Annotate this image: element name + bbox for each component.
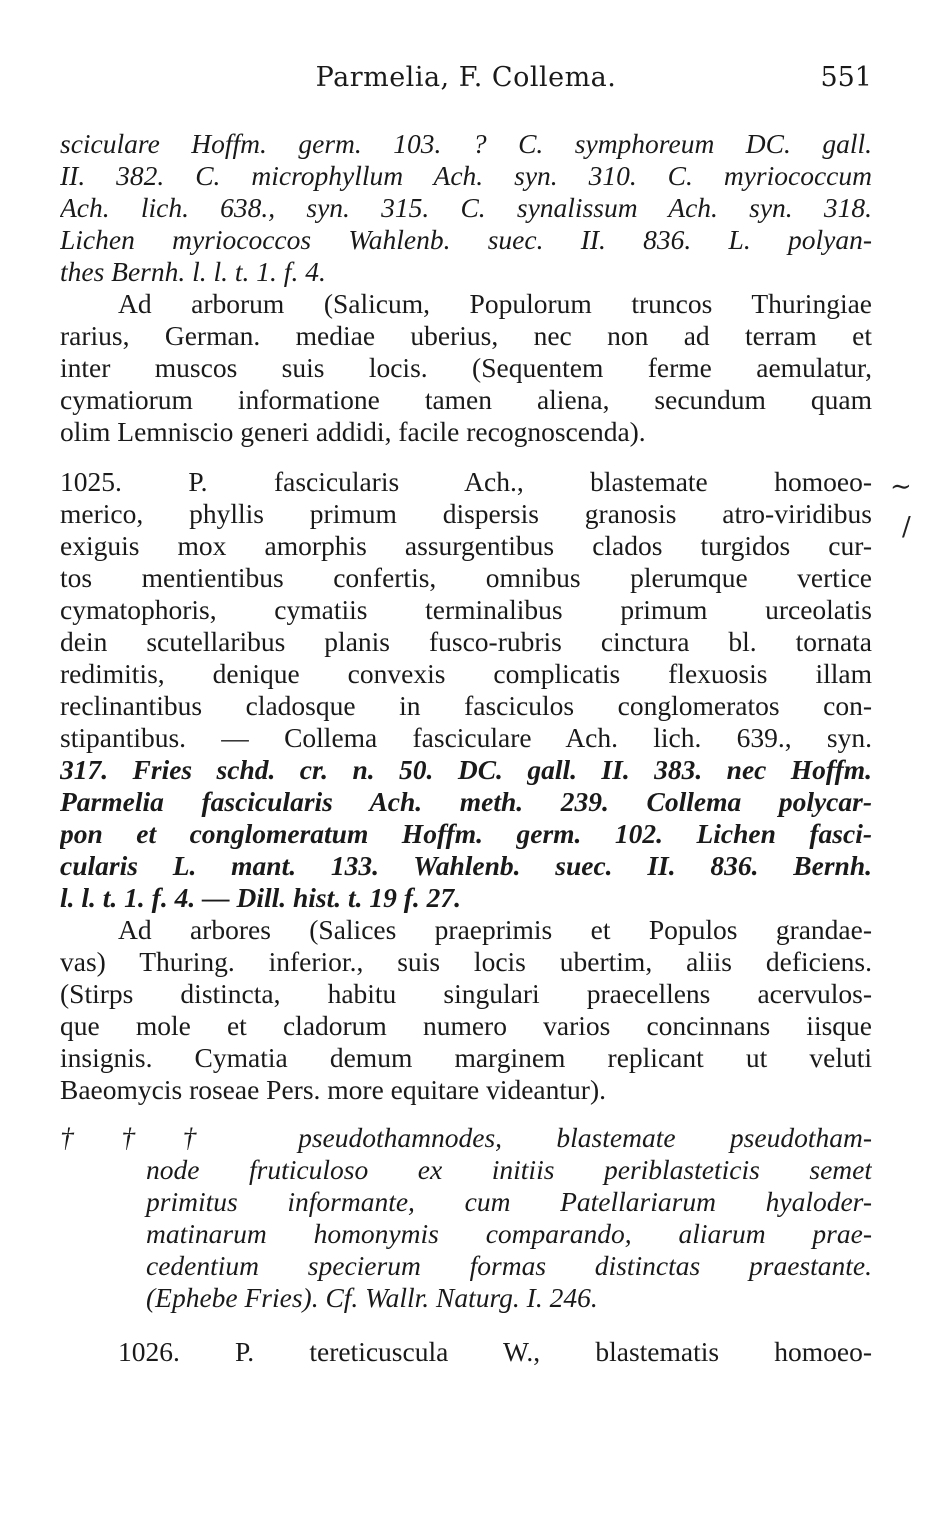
- text-line: sciculare Hoffm. germ. 103. ? C. symphoreum DC. gall.: [60, 128, 872, 159]
- text-line: (Stirps distincta, habitu singulari praecellens acervulos-: [60, 978, 872, 1009]
- margin-annotation: ∼: [890, 472, 912, 502]
- page-number: 551: [820, 62, 872, 93]
- text-line: tos mentientibus confertis, omnibus plerumque vertice: [60, 562, 872, 593]
- text-line: Ad arbores (Salices praeprimis et Populos grandae-: [118, 914, 872, 945]
- text-line: Ach. lich. 638., syn. 315. C. synalissum Ach. syn. 318.: [60, 192, 872, 223]
- text-line: que mole et cladorum numero varios concinnans iisque: [60, 1010, 872, 1041]
- text-line: exiguis mox amorphis assurgentibus clados turgidos cur-: [60, 530, 872, 561]
- text-line: cularis L. mant. 133. Wahlenb. suec. II. 836. Bernh.: [60, 850, 872, 881]
- text-line: cedentium specierum formas distinctas praestante.: [146, 1250, 872, 1281]
- text-line: thes Bernh. l. l. t. 1. f. 4.: [60, 256, 326, 287]
- text-line: Baeomycis roseae Pers. more equitare videantur).: [60, 1074, 606, 1105]
- body-text: [60, 128, 872, 1368]
- text-line: Lichen myriococcos Wahlenb. suec. II. 836. L. polyan-: [60, 224, 872, 255]
- text-line: Parmelia fascicularis Ach. meth. 239. Collema polycar-: [60, 786, 872, 817]
- text-line: rarius, German. mediae uberius, nec non ad terram et: [60, 320, 872, 351]
- text-line: insignis. Cymatia demum marginem replicant ut veluti: [60, 1042, 872, 1073]
- entry-heading-1026: 1026. P. tereticuscula W., blastematis homoeo-: [118, 1336, 872, 1367]
- text-line: cymatiorum informatione tamen aliena, secundum quam: [60, 384, 872, 415]
- text-line: redimitis, denique convexis complicatis flexuosis illam: [60, 658, 872, 689]
- text-line: (Ephebe Fries). Cf. Wallr. Naturg. I. 246.: [146, 1282, 598, 1313]
- text-line: reclinantibus cladosque in fasciculos conglomeratos con-: [60, 690, 872, 721]
- text-line: stipantibus. — Collema fasciculare Ach. lich. 639., syn.: [60, 722, 872, 753]
- text-line: node fruticuloso ex initiis periblasteticis semet: [146, 1154, 872, 1185]
- margin-annotation: /: [902, 512, 911, 542]
- text-line: olim Lemniscio generi addidi, facile recognoscenda).: [60, 416, 646, 447]
- text-line: dein scutellaribus planis fusco-rubris cinctura bl. tornata: [60, 626, 872, 657]
- text-line: cymatophoris, cymatiis terminalibus primum urceolatis: [60, 594, 872, 625]
- text-line: merico, phyllis primum dispersis granosis atro-viridibus: [60, 498, 872, 529]
- running-title: Parmelia, F. Collema.: [315, 62, 617, 93]
- text-line: inter muscos suis locis. (Sequentem ferme aemulatur,: [60, 352, 872, 383]
- running-header: [60, 62, 872, 102]
- entry-heading-1025: 1025. P. fascicularis Ach., blastemate homoeo-: [60, 466, 872, 497]
- text-line: primitus informante, cum Patellariarum hyaloder-: [146, 1186, 872, 1217]
- section-heading-pseudothamnodes: ††† pseudothamnodes, blastemate pseudotham-: [60, 1122, 872, 1153]
- text-line: vas) Thuring. inferior., suis locis ubertim, aliis deficiens.: [60, 946, 872, 977]
- text-line: Ad arborum (Salicum, Populorum truncos Thuringiae: [118, 288, 872, 319]
- text-line: pon et conglomeratum Hoffm. germ. 102. Lichen fasci-: [60, 818, 872, 849]
- text-line: 317. Fries schd. cr. n. 50. DC. gall. II. 383. nec Hoffm.: [60, 754, 872, 785]
- text-line: matinarum homonymis comparando, aliarum prae-: [146, 1218, 872, 1249]
- text-line: l. l. t. 1. f. 4. — Dill. hist. t. 19 f. 27.: [60, 882, 462, 913]
- text-line: II. 382. C. microphyllum Ach. syn. 310. C. myriococcum: [60, 160, 872, 191]
